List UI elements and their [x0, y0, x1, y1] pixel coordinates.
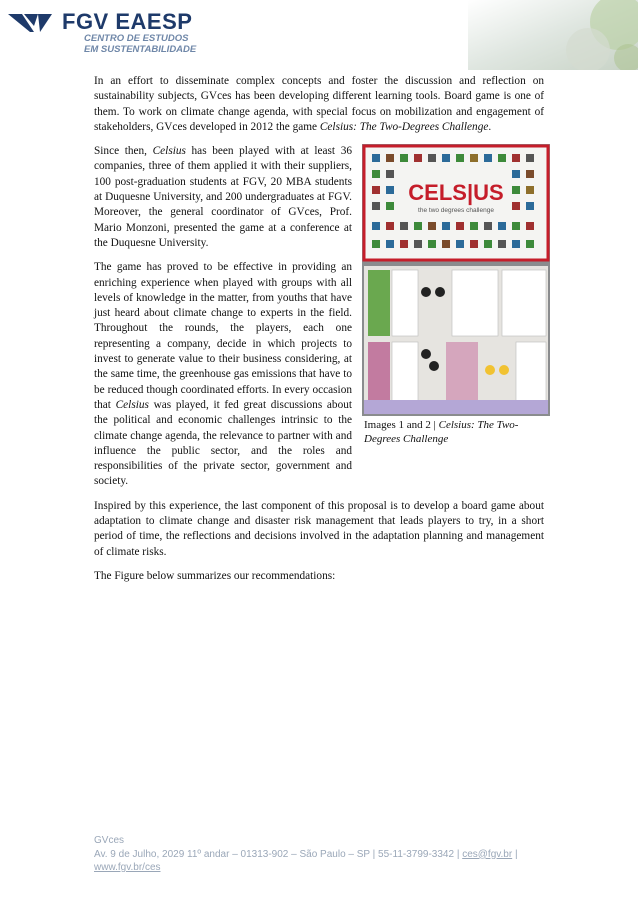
- footer-website-link[interactable]: www.fgv.br/ces: [94, 862, 161, 873]
- paragraph-figure-intro: The Figure below summarizes our recommendations:: [94, 569, 336, 582]
- footer-address: Av. 9 de Julho, 2029 11º andar – 01313-902 – São Paulo – SP | 55-11-3799-3342 |: [94, 848, 463, 860]
- caption-title: Celsius: The Two-Degrees Challenge: [364, 419, 519, 446]
- game-title-italic: Celsius: The Two-Degrees Challenge: [319, 120, 489, 133]
- history-text-b: has been played with at least 36 companies, three of them applied it with their suppliers, 100 post-graduation students at FGV, 20 MBA students at Duquesne University, and 200 undergraduates at FGV. Moreover, the general coordinator of GVces, Prof. Mario Monzoni, presented the game at a conference at the Duquesne University.: [94, 145, 352, 249]
- footer-org: GVces: [94, 835, 125, 846]
- figure-caption: [362, 418, 552, 446]
- page-header: [0, 0, 638, 70]
- paragraph-proposal: Inspired by this experience, the last component of this proposal is to develop a board game about adaptation to climate change and disaster risk management that leads players to try, in a short period of time, the reflections and decisions involved in the adaptation planning and management of climate risks.: [94, 499, 544, 558]
- logo-sub-line2: EM SUSTENTABILIDADE: [84, 44, 197, 55]
- effectiveness-text-a: The game has proved to be effective in providing an enriching experience when played with groups with all levels of knowledge in the matter, from youths that have just heard about climate change to experts in the field. Throughout the rounds, the players, each one representing a company, decide in which projects to invest to generate value to their business considering, at the same time, the greenhouse gas emissions that have to be reduced though coordinated efforts. In every occasion that: [94, 261, 352, 411]
- celsius-italic: Celsius: [152, 145, 186, 158]
- header-banner-graphic: [468, 0, 638, 70]
- figure: [362, 144, 552, 446]
- footer-email-link[interactable]: ces@fgv.br: [462, 848, 513, 860]
- fgv-logo-icon: [8, 12, 60, 34]
- intro-text: In an effort to disseminate complex concepts and foster the discussion and reflection on sustainability subjects, GVces has been developing different learning tools. Board game is one of them. To work on climate change agenda, with special focus on mobilization and engagement of stakeholders, GVces developed in 2012 the game: [94, 75, 544, 133]
- effectiveness-text-b: was played, it fed great discussions about the political and economic challenges intrinsic to the climate change agenda, the relevance to partner with and influence the public sector, and the roles and responsibilities of the private sector, government and society.: [94, 398, 353, 488]
- logo-main: FGV EAESP: [62, 9, 193, 34]
- text-and-figure: [94, 144, 544, 490]
- page-content: [94, 74, 544, 593]
- page-footer: [94, 834, 554, 875]
- paragraph-intro: [94, 74, 544, 135]
- intro-end: .: [488, 120, 492, 133]
- paragraph-effectiveness: [94, 260, 352, 489]
- board-title: CELS|US: [408, 180, 504, 206]
- footer-address-line: [94, 848, 554, 862]
- caption-prefix: Images 1 and 2 |: [364, 419, 439, 432]
- celsius-italic: Celsius: [115, 398, 149, 411]
- logo-sub-line1: CENTRO DE ESTUDOS: [84, 33, 189, 44]
- board-game-photo: [362, 144, 550, 416]
- left-column: [94, 144, 352, 490]
- footer-separator: |: [512, 848, 518, 860]
- history-text-a: Since then,: [94, 145, 153, 158]
- board-subtitle: the two degrees challenge: [418, 207, 494, 215]
- paragraph-history: [94, 144, 352, 251]
